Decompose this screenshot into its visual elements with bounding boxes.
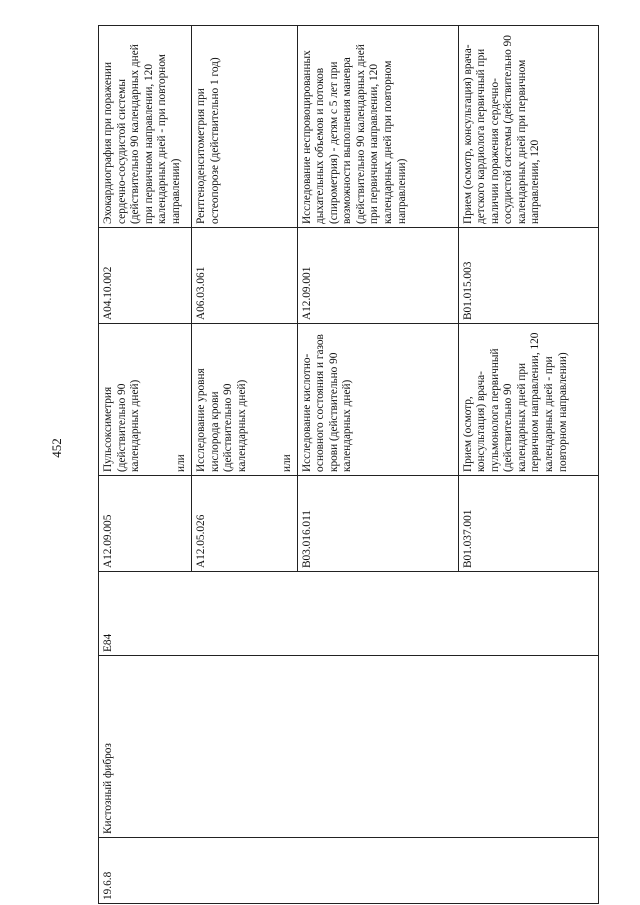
service-code-cell: B01.015.003 [458, 228, 598, 324]
or-label: или [281, 454, 294, 472]
service-name: Исследование уровня кислорода крови (действительно 90 календарных дней) [195, 368, 248, 472]
or-label: или [174, 454, 187, 472]
service-code-cell: B01.037.001 [458, 476, 598, 572]
rotated-table-container [98, 26, 587, 904]
service-name-cell: Прием (осмотр, консультация) врача-детского кардиолога первичный при наличии поражения сердечно-сосудистой системы (действительно 90 календарных дней при первичном направлении, 120 [458, 26, 598, 228]
service-name-cell: Эхокардиография при поражении сердечно-сосудистой системы (действительно 90 календарных дней при первичном направлении, 120 календарных дней - при повторном направлении) [99, 26, 192, 228]
table-row [99, 26, 192, 904]
service-name: Пульсоксиметрия (действительно 90 календарных дней) [102, 379, 142, 472]
service-name-cell [192, 324, 298, 476]
service-code-cell: B03.016.011 [297, 476, 458, 572]
spacer [249, 327, 281, 472]
spacer [143, 327, 175, 472]
service-code-cell: A12.05.026 [192, 476, 298, 572]
service-name-cell: Рентгеноденситометрия при остеопорозе (действительно 1 год) [192, 26, 298, 228]
service-name-cell: Исследование кислотно-основного состояния и газов крови (действительно 90 календарных дней) [297, 324, 458, 476]
page-number: 452 [49, 438, 64, 458]
service-code-cell: A04.10.002 [99, 228, 192, 324]
service-name-cell: Исследование неспровоцированных дыхательных объемов и потоков (спирометрия) - детям с 5 лет при возможности выполнения маневра (действительно 90 календарных дней при первичном направлении, 120 календарных дней при повторном направлении) [297, 26, 458, 228]
service-name-cell [99, 324, 192, 476]
service-name-cell: Прием (осмотр, консультация) врача-пульмонолога первичный (действительно 90 календарных дней при первичном направлении, 120 календарных дней - при повторном направлении) [458, 324, 598, 476]
service-code-cell: A12.09.005 [99, 476, 192, 572]
icd-code-cell: E84 [99, 572, 599, 656]
service-code-cell: A06.03.061 [192, 228, 298, 324]
services-table [98, 25, 599, 904]
row-number-cell: 19.6.8 [99, 838, 599, 904]
disease-name-cell: Кистозный фиброз [99, 656, 599, 838]
service-code-cell: A12.09.001 [297, 228, 458, 324]
